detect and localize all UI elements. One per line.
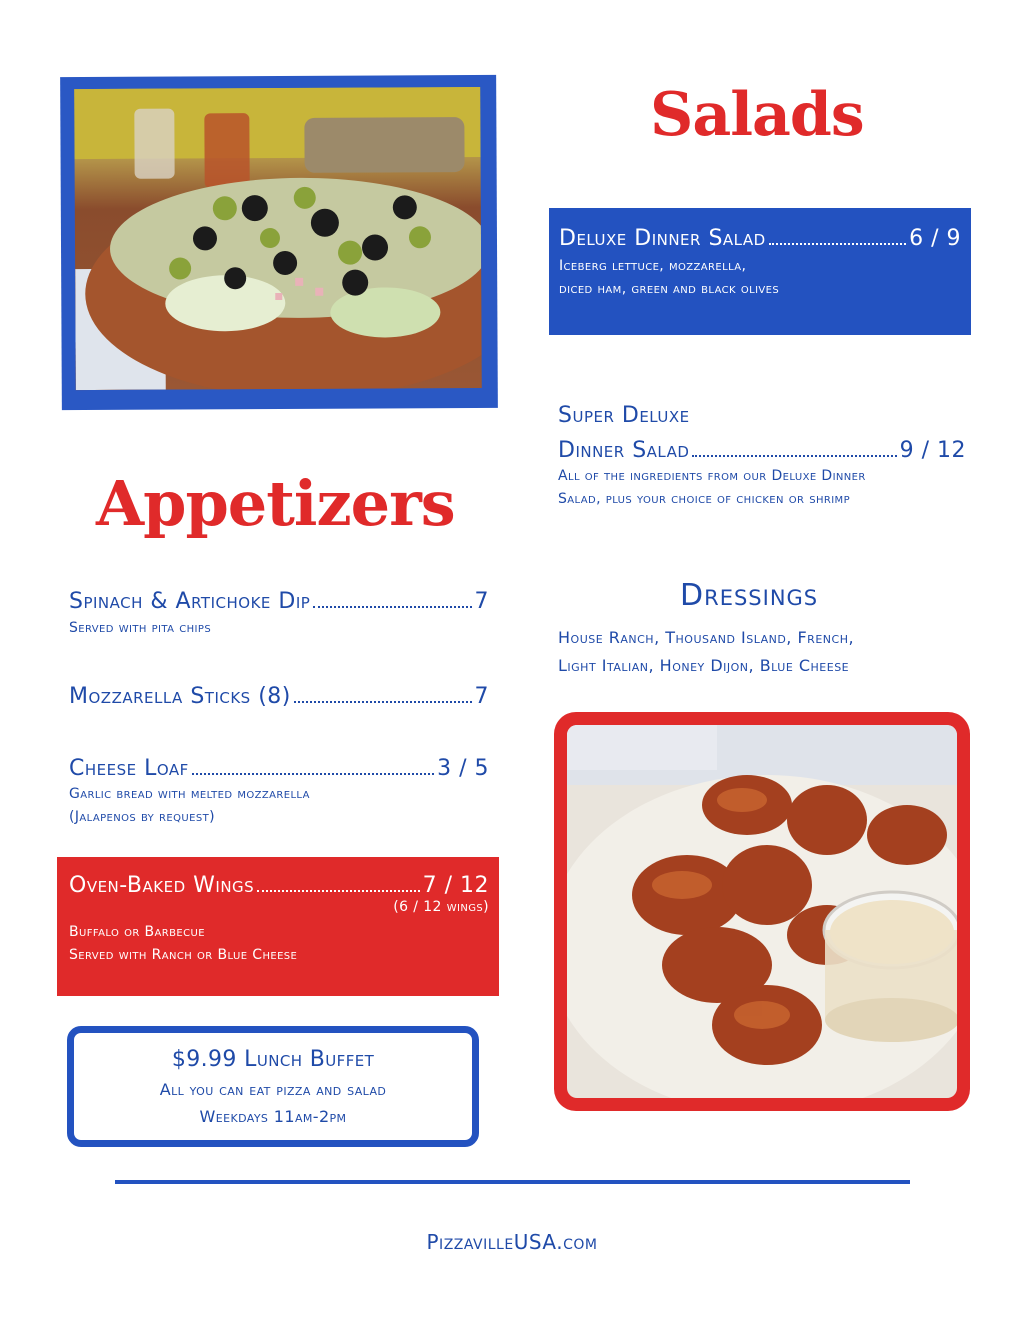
item-description-line: Served with Ranch or Blue Cheese [69, 947, 298, 963]
item-name: Mozzarella Sticks (8) [69, 684, 291, 709]
salad-bowl-illustration [74, 87, 482, 390]
item-price: 6 / 9 [909, 226, 961, 251]
dot-leader [769, 243, 906, 245]
item-description-line: Garlic bread with melted mozzarella [69, 786, 310, 802]
website-link[interactable]: PizzavilleUSA.com [426, 1230, 598, 1254]
buffet-hours: Weekdays 11am-2pm [199, 1107, 347, 1126]
item-price: 7 [474, 684, 489, 709]
lunch-buffet-box [67, 1026, 479, 1147]
item-description-line: Iceberg lettuce, mozzarella, [559, 258, 747, 274]
salad-photo [60, 75, 498, 410]
dot-leader [692, 455, 896, 457]
item-name: Deluxe Dinner Salad [559, 226, 766, 251]
mozzarella-sticks-item [69, 684, 489, 709]
item-description-line: Served with pita chips [69, 620, 212, 636]
dressings-line: House Ranch, Thousand Island, French, [558, 628, 855, 647]
appetizers-heading: Appetizers [96, 467, 455, 540]
dot-leader [192, 773, 434, 775]
dressings-list [558, 624, 854, 680]
item-price: 7 [474, 589, 489, 614]
deluxe-dinner-salad-item [549, 208, 971, 335]
item-description-line: diced ham, green and black olives [559, 281, 780, 297]
item-description-line: Salad, plus your choice of chicken or shrimp [558, 491, 851, 507]
cheese-loaf-item [69, 756, 489, 829]
item-note: (6 / 12 wings) [393, 899, 489, 915]
wings-illustration [567, 725, 957, 1098]
item-price: 9 / 12 [899, 438, 966, 463]
dot-leader [313, 606, 471, 608]
dot-leader [257, 890, 419, 892]
item-description-line: Buffalo or Barbecue [69, 924, 205, 940]
item-name: Spinach & Artichoke Dip [69, 589, 311, 614]
dot-leader [294, 701, 472, 703]
wings-photo [554, 712, 970, 1111]
super-deluxe-dinner-salad-item [558, 403, 966, 511]
spinach-artichoke-dip-item [69, 589, 489, 640]
divider-line [115, 1180, 910, 1184]
salads-heading: Salads [650, 80, 864, 150]
buffet-title: $9.99 Lunch Buffet [171, 1047, 375, 1072]
item-name: Dinner Salad [558, 438, 690, 463]
dressings-heading: Dressings [680, 578, 819, 613]
item-price: 7 / 12 [422, 873, 489, 898]
item-name: Super Deluxe [558, 403, 690, 428]
item-description-line: All of the ingredients from our Deluxe Dinner [558, 468, 866, 484]
item-price: 3 / 5 [437, 756, 489, 781]
item-name: Cheese Loaf [69, 756, 189, 781]
dressings-line: Light Italian, Honey Dijon, Blue Cheese [558, 656, 850, 675]
oven-baked-wings-item [57, 857, 499, 996]
item-name: Oven-Baked Wings [69, 873, 255, 898]
item-description-line: (Jalapenos by request) [69, 809, 215, 825]
buffet-line: All you can eat pizza and salad [159, 1080, 387, 1099]
